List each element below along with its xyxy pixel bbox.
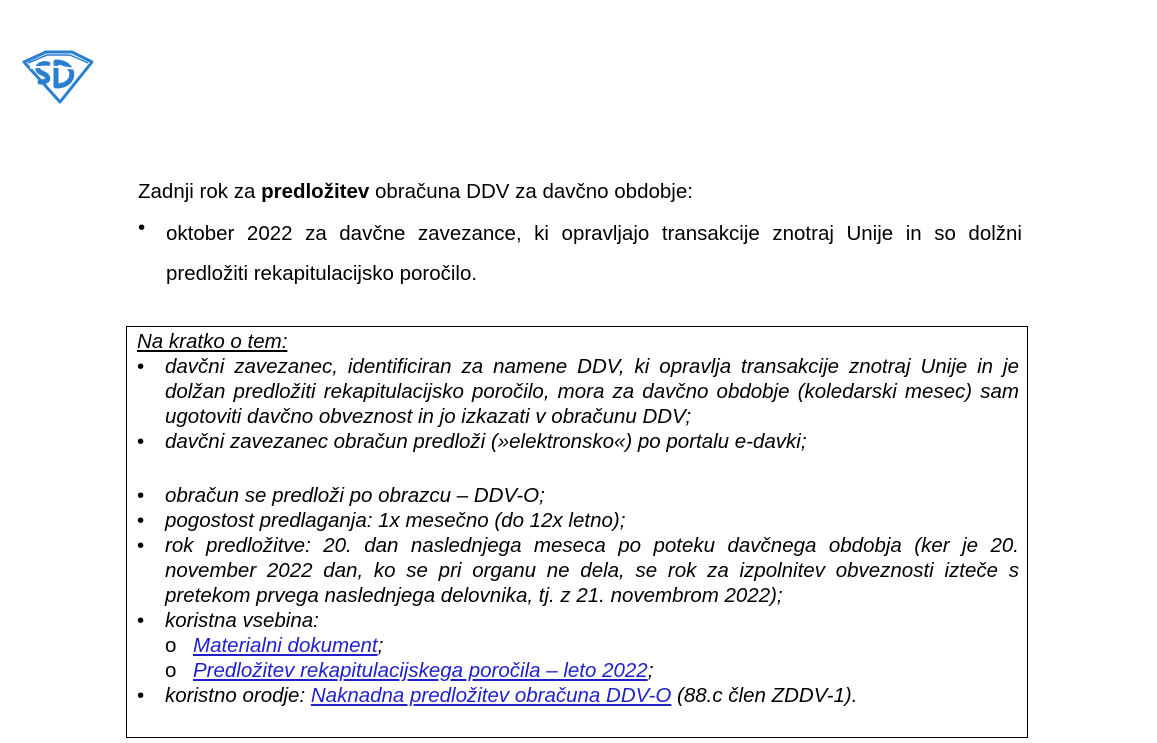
bullet-icon: • — [137, 509, 145, 532]
circle-bullet-icon: o — [165, 634, 177, 657]
circle-bullet-icon: o — [165, 659, 177, 682]
list-item: • davčni zavezanec obračun predloži (»elektronsko«) po portalu e-davki; — [137, 430, 807, 453]
bullet-icon: • — [137, 534, 145, 557]
useful-links-list — [165, 633, 1019, 683]
list-item: • rok predložitve: 20. dan naslednjega meseca po poteku davčnega obdobja (ker je 20. november 2022 dan, ko se pri organu ne dela, se rok za izpolnitev obveznosti izteče s pretekom prvega naslednjega delovnika, tj. z 21. novembrom 2022); — [137, 534, 1019, 607]
intro-bullet-text: oktober 2022 za davčne zavezance, ki opravljajo transakcije znotraj Unije in so dolžni predložiti rekapitulacijsko poročilo. — [166, 222, 1022, 285]
intro-lead: Zadnji rok za predložitev obračuna DDV za davčno obdobje: — [138, 180, 693, 203]
list-item-useful-tool: • koristno orodje: Naknadna predložitev obračuna DDV-O (88.c člen ZDDV-1). — [137, 684, 858, 707]
list-item-useful-content: • koristna vsebina: o Materialni dokument; o Predložitev rekapitulacijskega poročila – leto 2022; — [137, 608, 1019, 683]
bullet-icon: • — [137, 484, 145, 507]
summary-box — [126, 326, 1028, 738]
bullet-icon: • — [137, 430, 145, 453]
intro-section — [138, 178, 1022, 294]
link-item: o Predložitev rekapitulacijskega poročila – leto 2022; — [165, 659, 654, 682]
bullet-icon: • — [137, 684, 145, 707]
bullet-icon: • — [138, 216, 146, 239]
list-item: • davčni zavezanec, identificiran za namene DDV, ki opravlja transakcije znotraj Unije in je dolžan predložiti rekapitulacijsko poročilo, mora za davčno obdobje (koledarski mesec) sam ugotoviti davčno obveznost in jo izkazati v obračunu DDV; — [137, 355, 1019, 428]
list-item: • obračun se predloži po obrazcu – DDV-O; — [137, 484, 545, 507]
bullet-icon: • — [137, 609, 145, 632]
bullet-icon: • — [137, 355, 145, 378]
box-title: Na kratko o tem: — [137, 330, 288, 353]
recap-report-link[interactable]: Predložitev rekapitulacijskega poročila – leto 2022 — [193, 659, 648, 682]
list-item: • pogostost predlaganja: 1x mesečno (do 12x letno); — [137, 509, 626, 532]
sd-shield-logo-icon — [20, 48, 96, 104]
intro-bullet — [138, 214, 1022, 294]
summary-list — [137, 354, 1019, 708]
spacer — [137, 454, 1019, 483]
ddv-o-resubmission-link[interactable]: Naknadna predložitev obračuna DDV-O — [310, 684, 672, 707]
link-item: o Materialni dokument; — [165, 634, 384, 657]
material-document-link[interactable]: Materialni dokument — [193, 634, 378, 657]
